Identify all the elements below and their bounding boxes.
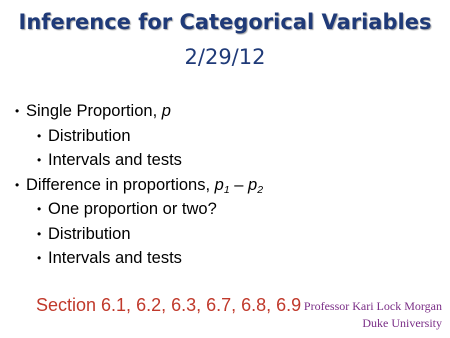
bullet-dot-icon: •: [37, 226, 42, 241]
bullet-item: [0, 124, 450, 149]
bullet-variable: p: [161, 102, 171, 120]
author-block: [304, 298, 442, 332]
bullet-text: Intervals and tests: [48, 151, 182, 169]
bullet-subscript: 2: [257, 183, 264, 196]
bullet-dot-icon: •: [37, 202, 42, 216]
bullet-item: [0, 246, 450, 271]
professor-name: Professor Kari Lock Morgan: [303, 299, 442, 313]
bullet-item: [0, 222, 450, 247]
bullet-item: [0, 148, 450, 173]
bullet-text: Difference in proportions,: [26, 175, 215, 194]
bullet-variable: p: [214, 175, 224, 194]
bullet-item: [0, 99, 450, 124]
bullet-dot-icon: •: [37, 251, 42, 265]
bullet-variable: p: [248, 175, 258, 194]
bullet-item: [0, 173, 450, 198]
bullet-dot-icon: •: [15, 177, 20, 192]
section-references: Section 6.1, 6.2, 6.3, 6.7, 6.8, 6.9: [36, 295, 302, 315]
bullet-dot-icon: •: [15, 104, 20, 118]
bullet-item: [0, 197, 450, 222]
bullet-list: [0, 99, 450, 271]
bullet-text: Single Proportion,: [26, 102, 162, 120]
bullet-text: One proportion or two?: [48, 200, 217, 218]
bullet-dot-icon: •: [37, 153, 42, 167]
bullet-subscript: 1: [223, 183, 230, 196]
bullet-operator: –: [229, 175, 249, 194]
slide-date: 2/29/12: [184, 45, 266, 69]
bullet-dot-icon: •: [37, 128, 42, 143]
bullet-text: Intervals and tests: [48, 249, 182, 267]
university-name: Duke University: [362, 316, 442, 330]
slide-title: Inference for Categorical Variables: [18, 10, 432, 34]
bullet-text: Distribution: [48, 224, 131, 243]
bullet-text: Distribution: [48, 126, 131, 145]
